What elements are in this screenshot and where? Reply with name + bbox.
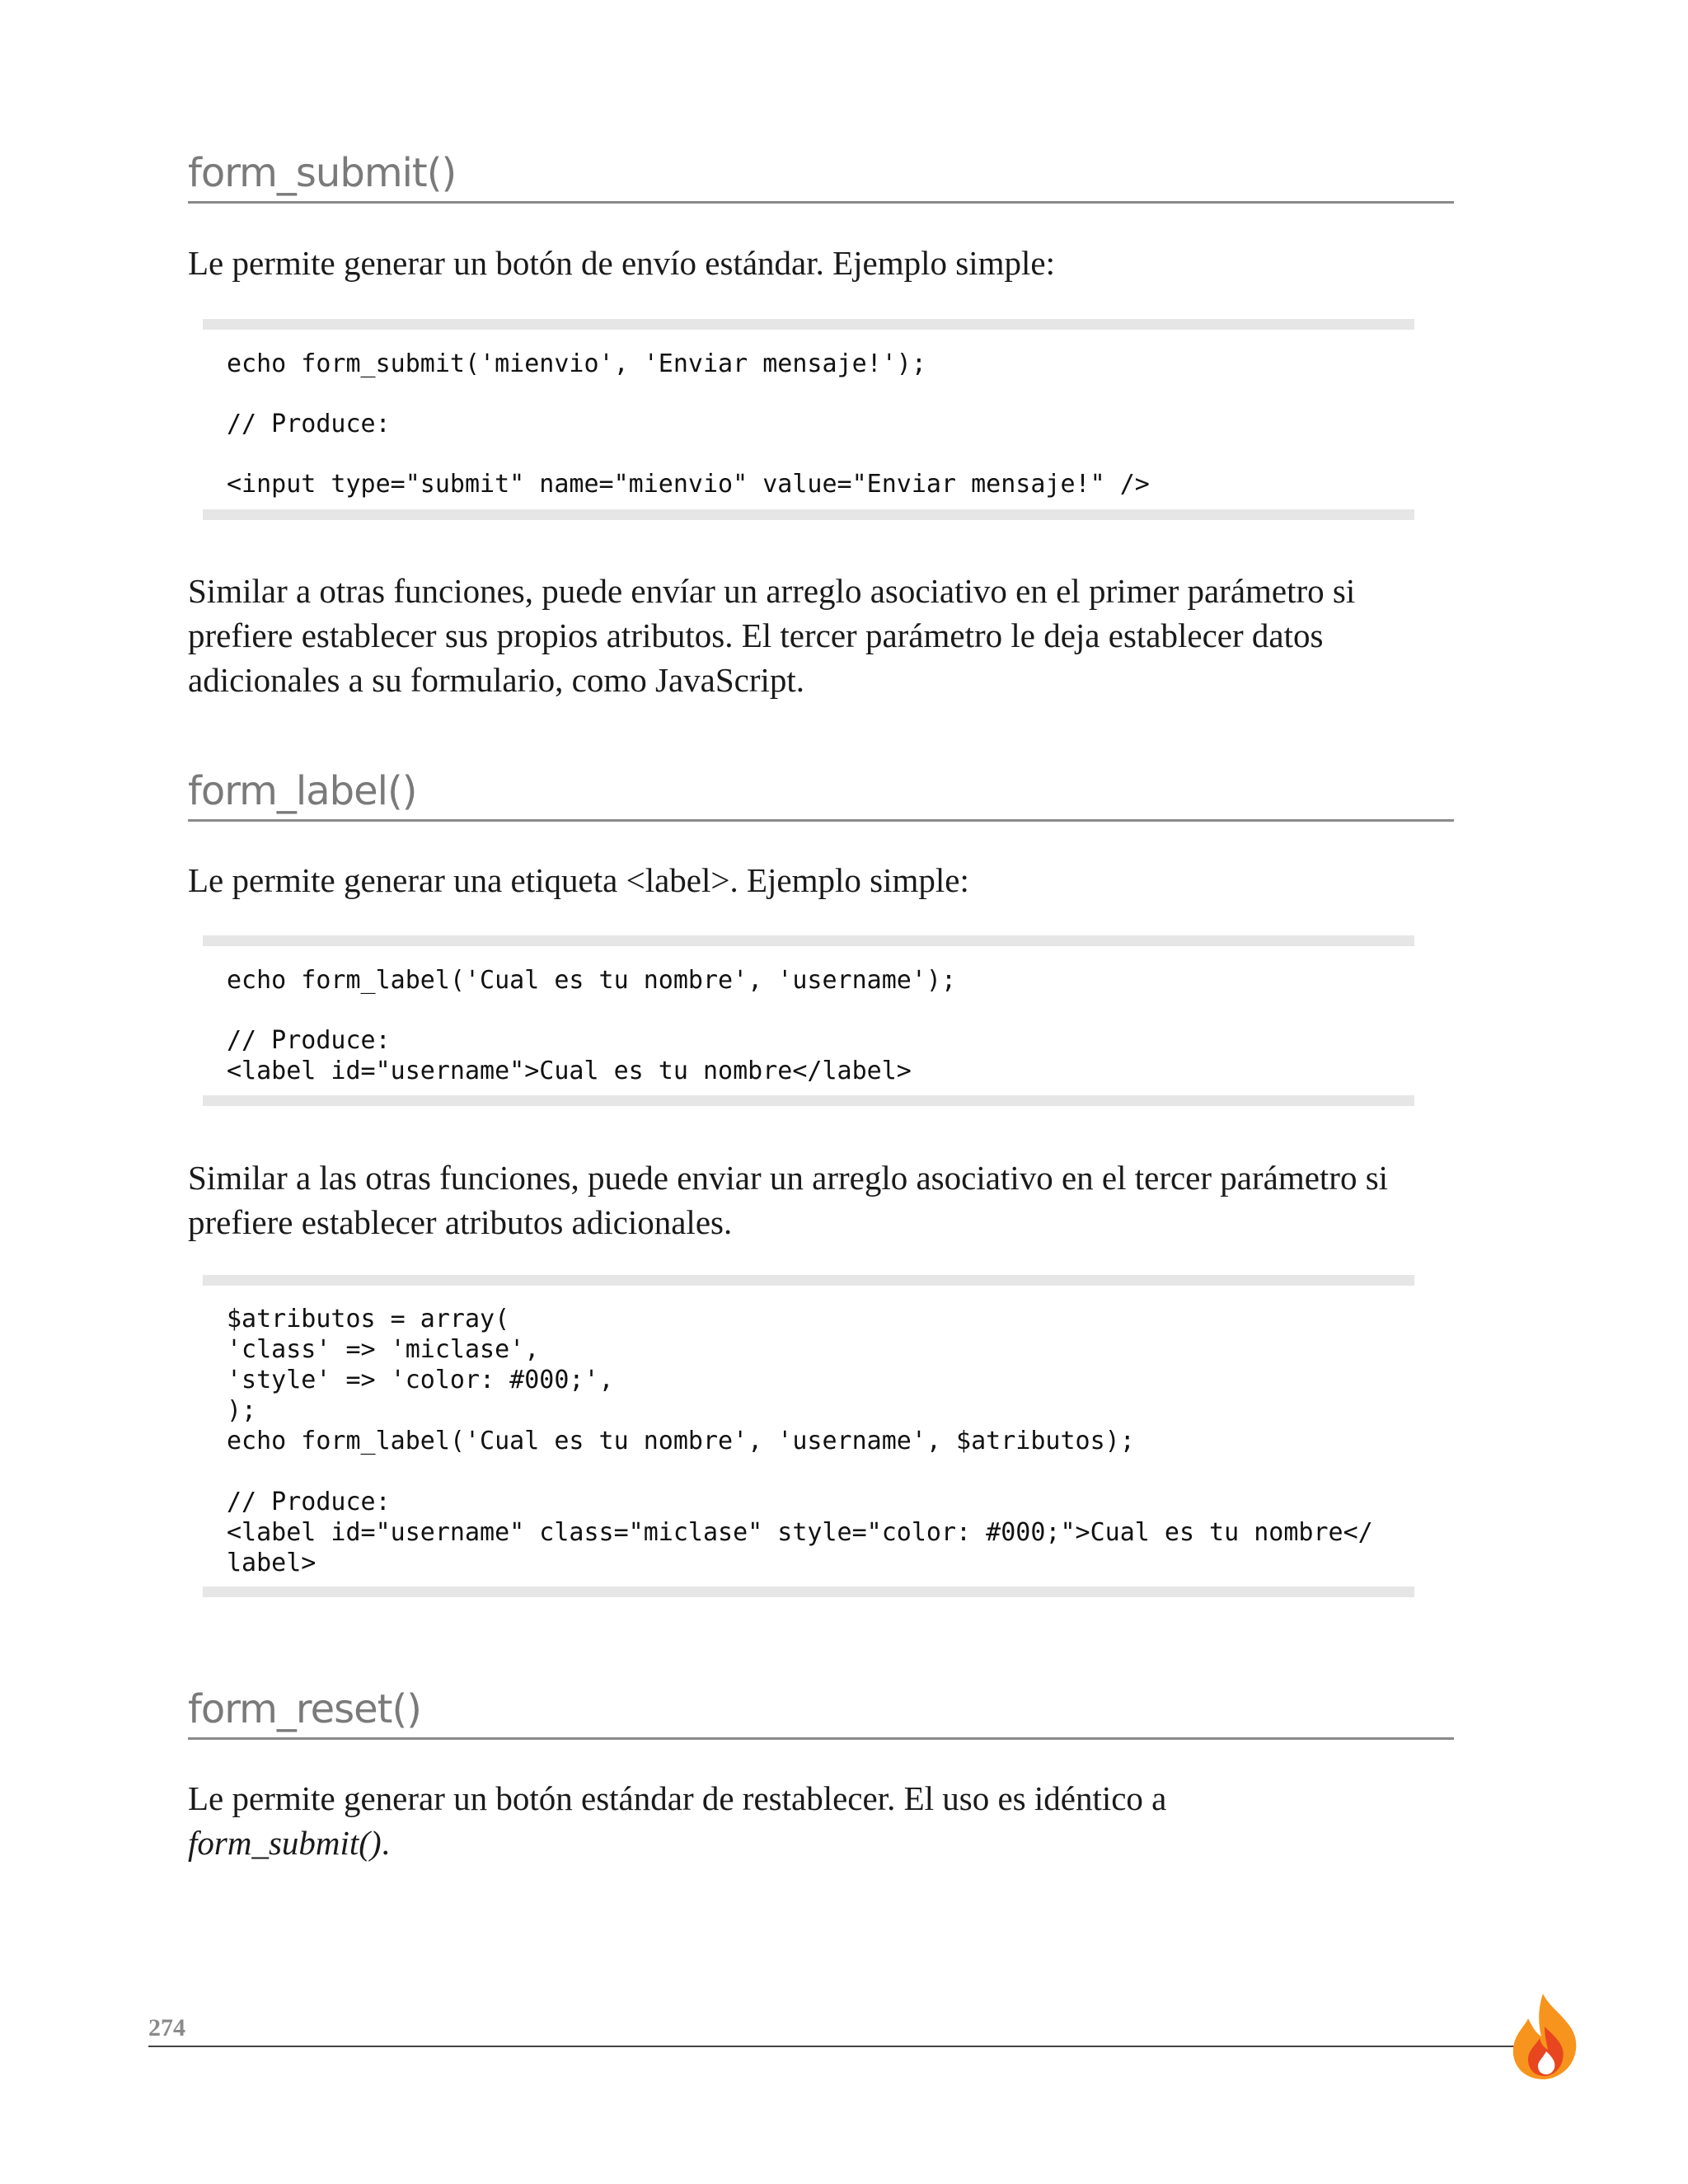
form-label-paragraph: Similar a las otras funciones, puede enviar un arreglo asociativo en el tercer parámetro si prefiere establecer atributos adicionales.	[188, 1159, 1389, 1241]
code-block-form-label-attributes	[203, 1275, 1414, 1597]
form-reset-paragraph	[188, 1776, 1457, 1865]
code-line: label>	[227, 1549, 316, 1577]
footer-divider	[148, 2046, 1517, 2047]
form-submit-intro: Le permite generar un botón de envío estándar. Ejemplo simple:	[188, 244, 1056, 282]
section-heading-form-reset: form_reset()	[188, 1683, 1454, 1740]
code-line: echo form_submit('mienvio', 'Enviar mensaje!');	[227, 349, 926, 378]
code-line: 'style' => 'color: #000;',	[227, 1366, 614, 1394]
code-block-form-submit	[203, 319, 1414, 520]
section-heading-form-submit: form_submit()	[188, 147, 1454, 204]
code-block-form-label	[203, 935, 1414, 1106]
code-line: echo form_label('Cual es tu nombre', 'username', $atributos);	[227, 1427, 1135, 1455]
code-line: 'class' => 'miclase',	[227, 1335, 540, 1364]
code-line: // Produce:	[227, 1488, 391, 1516]
code-line: );	[227, 1396, 257, 1425]
flame-icon	[1500, 1990, 1591, 2081]
section-heading-form-label: form_label()	[188, 765, 1454, 822]
code-line: // Produce:	[227, 410, 391, 438]
form-submit-reference: form_submit()	[188, 1824, 382, 1862]
form-label-intro: Le permite generar una etiqueta <label>. Ejemplo simple:	[188, 861, 969, 899]
form-reset-text: Le permite generar un botón estándar de restablecer. El uso es idéntico a	[188, 1779, 1167, 1817]
code-line: echo form_label('Cual es tu nombre', 'username');	[227, 966, 957, 995]
code-line	[203, 1456, 1414, 1487]
reference-suffix: .	[381, 1824, 390, 1862]
code-line: <input type="submit" name="mienvio" value="Enviar mensaje!" />	[227, 470, 1150, 499]
code-line: $atributos = array(	[227, 1305, 510, 1333]
page-number: 274	[148, 2014, 185, 2041]
code-line: <label id="username" class="miclase" style="color: #000;">Cual es tu nombre</	[227, 1518, 1373, 1547]
code-line: <label id="username">Cual es tu nombre</label>	[227, 1057, 912, 1085]
code-line: // Produce:	[227, 1026, 391, 1055]
form-submit-paragraph: Similar a otras funciones, puede envíar un arreglo asociativo en el primer parámetro si prefiere establecer sus propios atributos. El tercer parámetro le deja establecer datos adicionales a su formulario, como JavaScript.	[188, 572, 1356, 699]
